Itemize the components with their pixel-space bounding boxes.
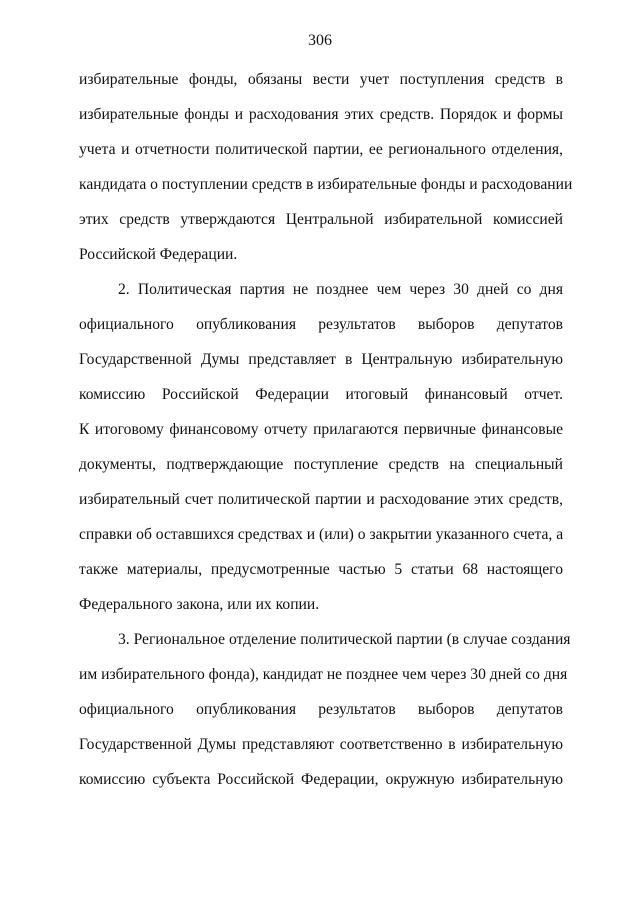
text-line: справки об оставшихся средствах и (или) о закрытии указанного счета, а [79, 526, 564, 543]
text-line: Российской Федерации. [79, 246, 238, 263]
text-line: К итоговому финансовому отчету прилагаются первичные финансовые [79, 421, 563, 438]
text-line: учета и отчетности политической партии, ее регионального отделения, [79, 141, 563, 158]
text-line: документы, подтверждающие поступление средств на специальный [79, 456, 563, 473]
text-line: им избирательного фонда), кандидат не позднее чем через 30 дней со дня [79, 666, 568, 683]
text-line: Федерального закона, или их копии. [79, 596, 320, 613]
text-line: этих средств утверждаются Центральной избирательной комиссией [79, 211, 563, 228]
text-line: 2. Политическая партия не позднее чем через 30 дней со дня [118, 281, 563, 298]
text-line: избирательный счет политической партии и расходование этих средств, [79, 491, 563, 508]
text-line: комиссию Российской Федерации итоговый финансовый отчет. [79, 386, 563, 403]
text-line: 3. Региональное отделение политической партии (в случае создания [118, 631, 571, 648]
text-line: Государственной Думы представляет в Центральную избирательную [79, 351, 563, 368]
text-line: Государственной Думы представляют соответственно в избирательную [79, 736, 563, 753]
text-line: комиссию субъекта Российской Федерации, окружную избирательную [79, 771, 563, 788]
text-line: официального опубликования результатов выборов депутатов [79, 701, 563, 718]
text-line: кандидата о поступлении средств в избирательные фонды и расходовании [79, 176, 573, 193]
text-line: также материалы, предусмотренные частью 5 статьи 68 настоящего [79, 561, 563, 578]
text-line: избирательные фонды, обязаны вести учет поступления средств в [79, 71, 563, 88]
text-line: избирательные фонды и расходования этих средств. Порядок и формы [79, 106, 563, 123]
text-line: официального опубликования результатов выборов депутатов [79, 316, 563, 333]
page-number: 306 [308, 32, 332, 49]
